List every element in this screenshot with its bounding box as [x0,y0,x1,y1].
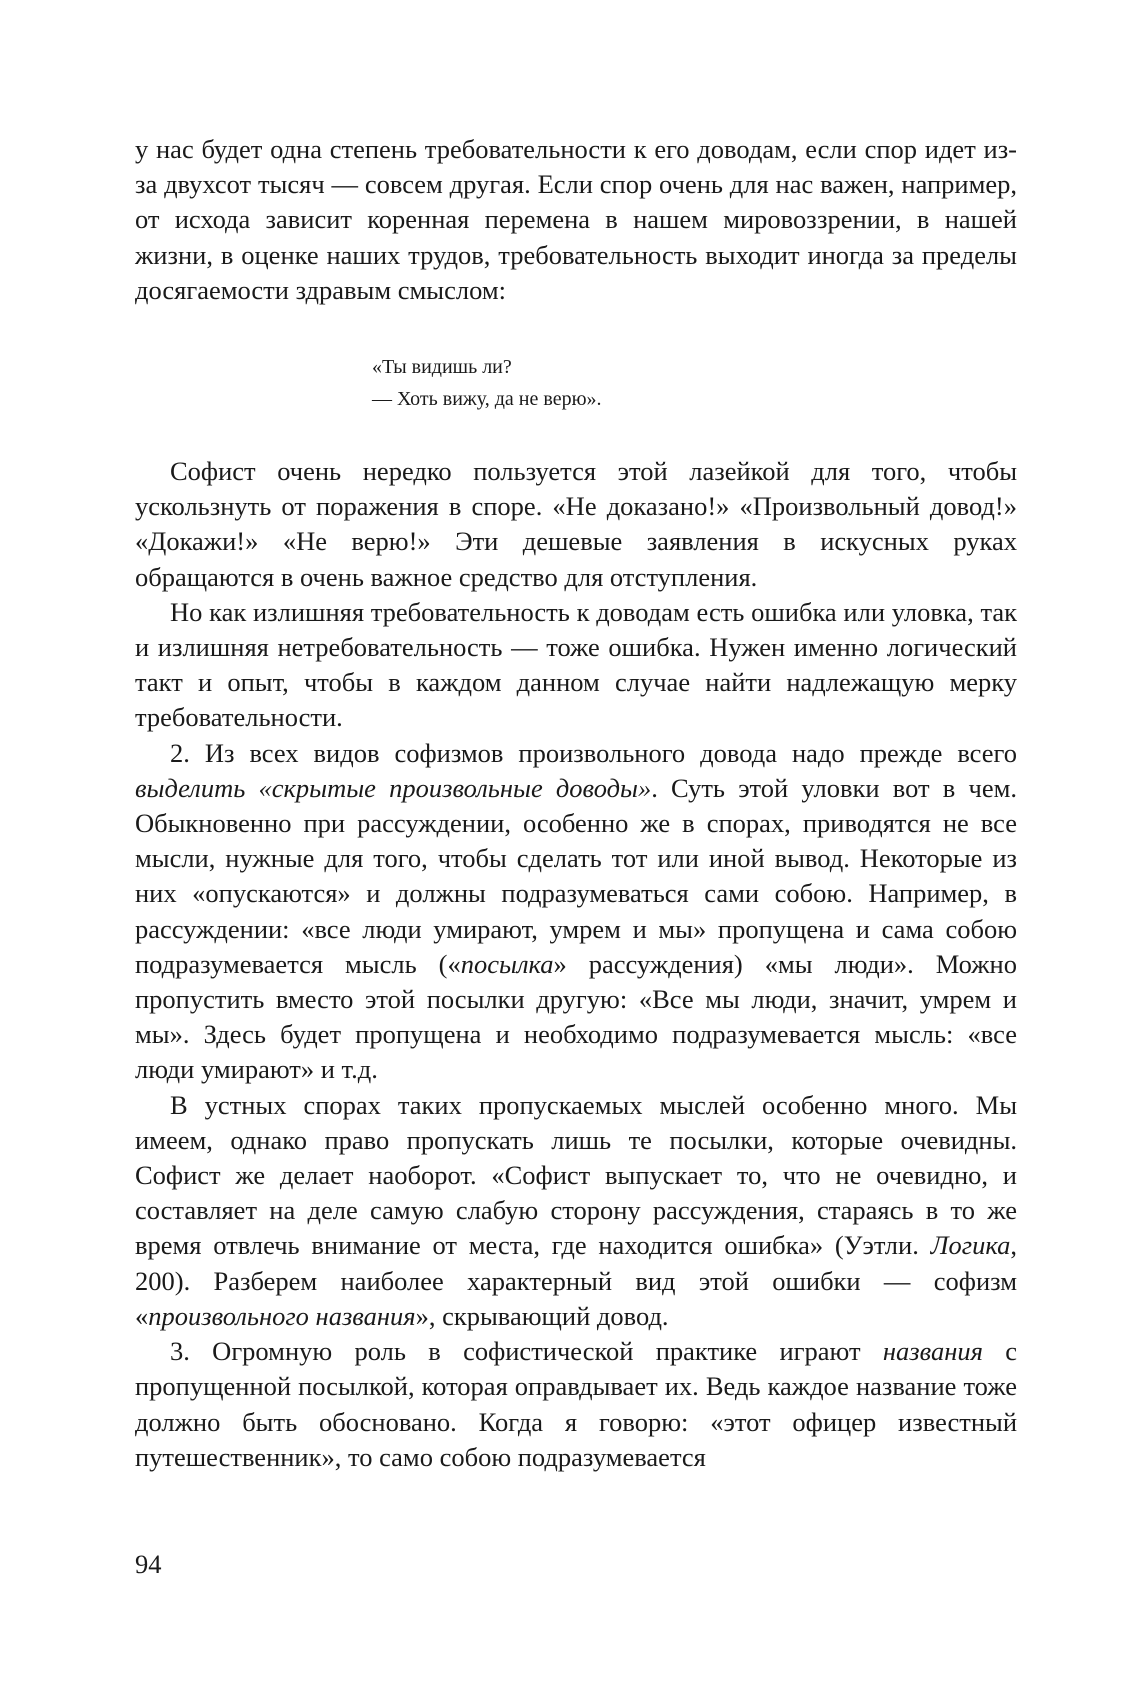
text-segment: » рассуждения) «мы люди». Можно пропустить вместо этой посылки другую: «Все мы люди, значит, умрем и мы». Здесь будет пропущена и необходимо подразумевается мысль: «все люди умирают» и т.д. [135,948,1017,1085]
paragraph-hidden-arguments [135,736,1017,1088]
block-quote [372,351,1017,415]
emphasis-premise: посылка [460,948,554,979]
paragraph-oral-disputes [135,1088,1017,1334]
paragraph-intro: у нас будет одна степень требовательности к его доводам, если спор идет из-за двухсот тысяч — совсем другая. Если спор очень для нас важен, например, от исхода зависит коренная перемена в нашем мировоззрении, в нашей жизни, в оценке наших трудов, требовательность выходит иногда за пределы досягаемости здравым смыслом: [135,134,1017,305]
emphasis-hidden-arbitrary-arguments: выделить «скрытые произвольные доводы» [135,772,652,803]
paragraph-sophist-loophole: Софист очень нередко пользуется этой лазейкой для того, чтобы ускользнуть от поражения в споре. «Не доказано!» «Произвольный довод!» «Докажи!» «Не верю!» Эти дешевые заявления в искусных руках обращаются в очень важное средство для отступления. [135,456,1017,592]
emphasis-arbitrary-naming: произвольного названия [148,1300,416,1331]
text-segment: , 200). Разберем наиболее характерный вид этой ошибки — софизм « [135,1230,1017,1331]
paragraph-excessive-demands: Но как излишняя требовательность к доводам есть ошибка или уловка, так и излишняя нетребовательность — тоже ошибка. Нужен именно логический такт и опыт, чтобы в каждом данном случае найти надлежащую мерку требовательности. [135,596,1017,733]
page-number: 94 [135,1549,162,1579]
text-segment: . Суть этой уловки вот в чем. Обыкновенно при рассуждении, особенно же в спорах, приводятся не все мысли, нужные для того, чтобы сделать тот или иной вывод. Некоторые из них «опускаются» и должны подразумеваться сами собою. Например, в рассуждении: «все люди умирают, умрем и мы» пропущена и сама собою подразумевается мысль (« [135,772,1017,979]
quote-line-1: «Ты видишь ли? [372,356,512,379]
quote-line-2: — Хоть вижу, да не верю». [372,388,602,411]
emphasis-names: названия [882,1336,983,1367]
page-body [135,132,1017,1475]
text-segment: 3. Огромную роль в софистической практике играют [170,1336,883,1367]
text-segment: », скрывающий довод. [415,1300,669,1331]
text-segment: 2. Из всех видов софизмов произвольного довода надо прежде всего [170,737,1017,768]
text-segment: В устных спорах таких пропускаемых мыслей особенно много. Мы имеем, однако право пропускать лишь те посылки, которые очевидны. Софист же делает наоборот. «Софист выпускает то, что не очевидно, и составляет на деле самую слабую сторону рассуждения, стараясь в то же время отвлечь внимание от места, где находится ошибка» (Уэтли. [135,1089,1017,1261]
text-segment: с пропущенной посылкой, которая оправдывает их. Ведь каждое название тоже должно быть обосновано. Когда я говорю: «этот офицер известный путешественник», то само собою подразумевается [135,1336,1018,1472]
paragraph-names [135,1334,1017,1475]
emphasis-logic-title: Логика [930,1230,1011,1261]
